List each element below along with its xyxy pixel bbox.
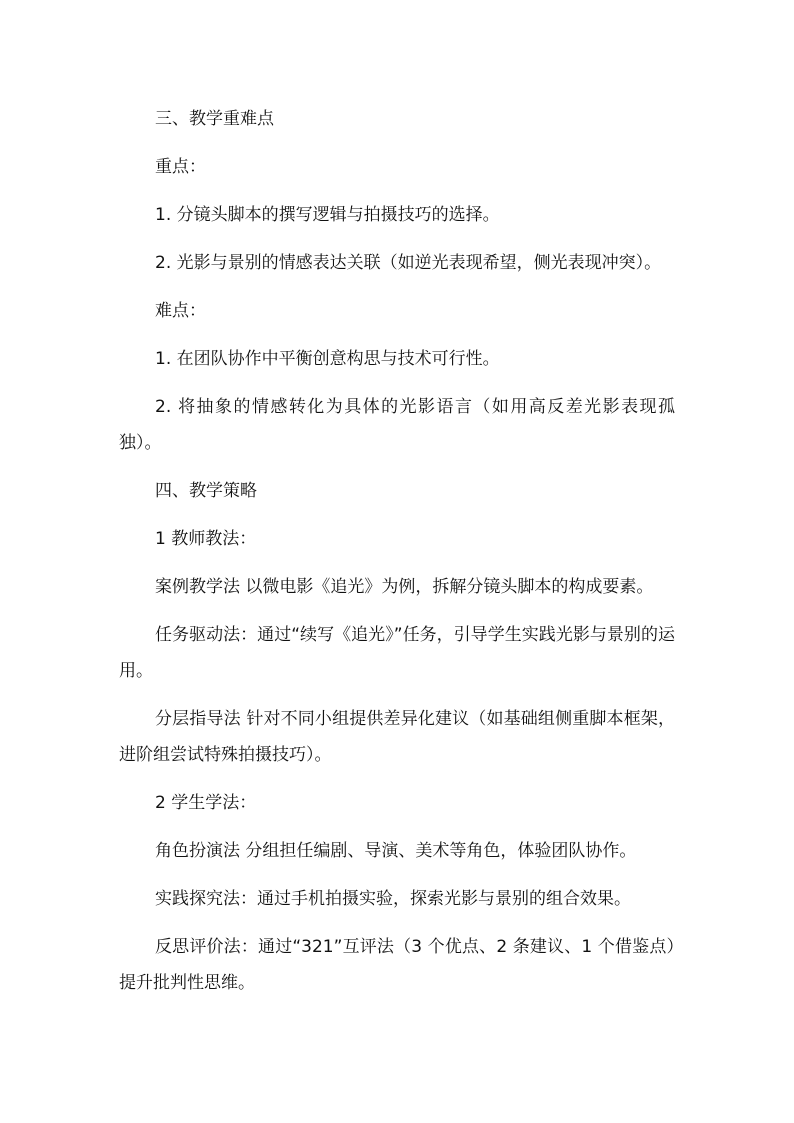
subheading-difficulties: 难点： — [155, 301, 206, 321]
subheading-teacher-methods: 1 教师教法： — [155, 529, 257, 549]
teacher-method-case: 案例教学法 以微电影《追光》为例，拆解分镜头脚本的构成要素。 — [155, 577, 654, 597]
difficulty-1: 1. 在团队协作中平衡创意构思与技术可行性。 — [155, 349, 500, 369]
student-method-roleplay: 角色扮演法 分组担任编剧、导演、美术等角色，体验团队协作。 — [155, 841, 637, 861]
key-point-2: 2. 光影与景别的情感表达关联（如逆光表现希望，侧光表现冲突）。 — [155, 253, 662, 273]
subheading-student-methods: 2 学生学法： — [155, 793, 257, 813]
section-heading-difficulties: 三、教学重难点 — [155, 109, 274, 129]
key-point-1: 1. 分镜头脚本的撰写逻辑与拍摄技巧的选择。 — [155, 205, 500, 225]
student-method-practice: 实践探究法：通过手机拍摄实验，探索光影与景别的组合效果。 — [155, 889, 631, 909]
section-heading-strategies: 四、教学策略 — [155, 481, 257, 501]
subheading-key-points: 重点： — [155, 157, 206, 177]
difficulty-2: 2. 将抽象的情感转化为具体的光影语言（如用高反差光影表现孤独）。 — [119, 397, 675, 453]
student-method-reflection: 反思评价法：通过“321”互评法（3 个优点、2 条建议、1 个借鉴点）提升批判性思维。 — [119, 937, 675, 993]
teacher-method-task: 任务驱动法：通过“续写《追光》”任务，引导学生实践光影与景别的运用。 — [119, 625, 675, 681]
teacher-method-tiered: 分层指导法 针对不同小组提供差异化建议（如基础组侧重脚本框架，进阶组尝试特殊拍摄技巧）。 — [119, 709, 675, 765]
document-body — [119, 101, 675, 1013]
